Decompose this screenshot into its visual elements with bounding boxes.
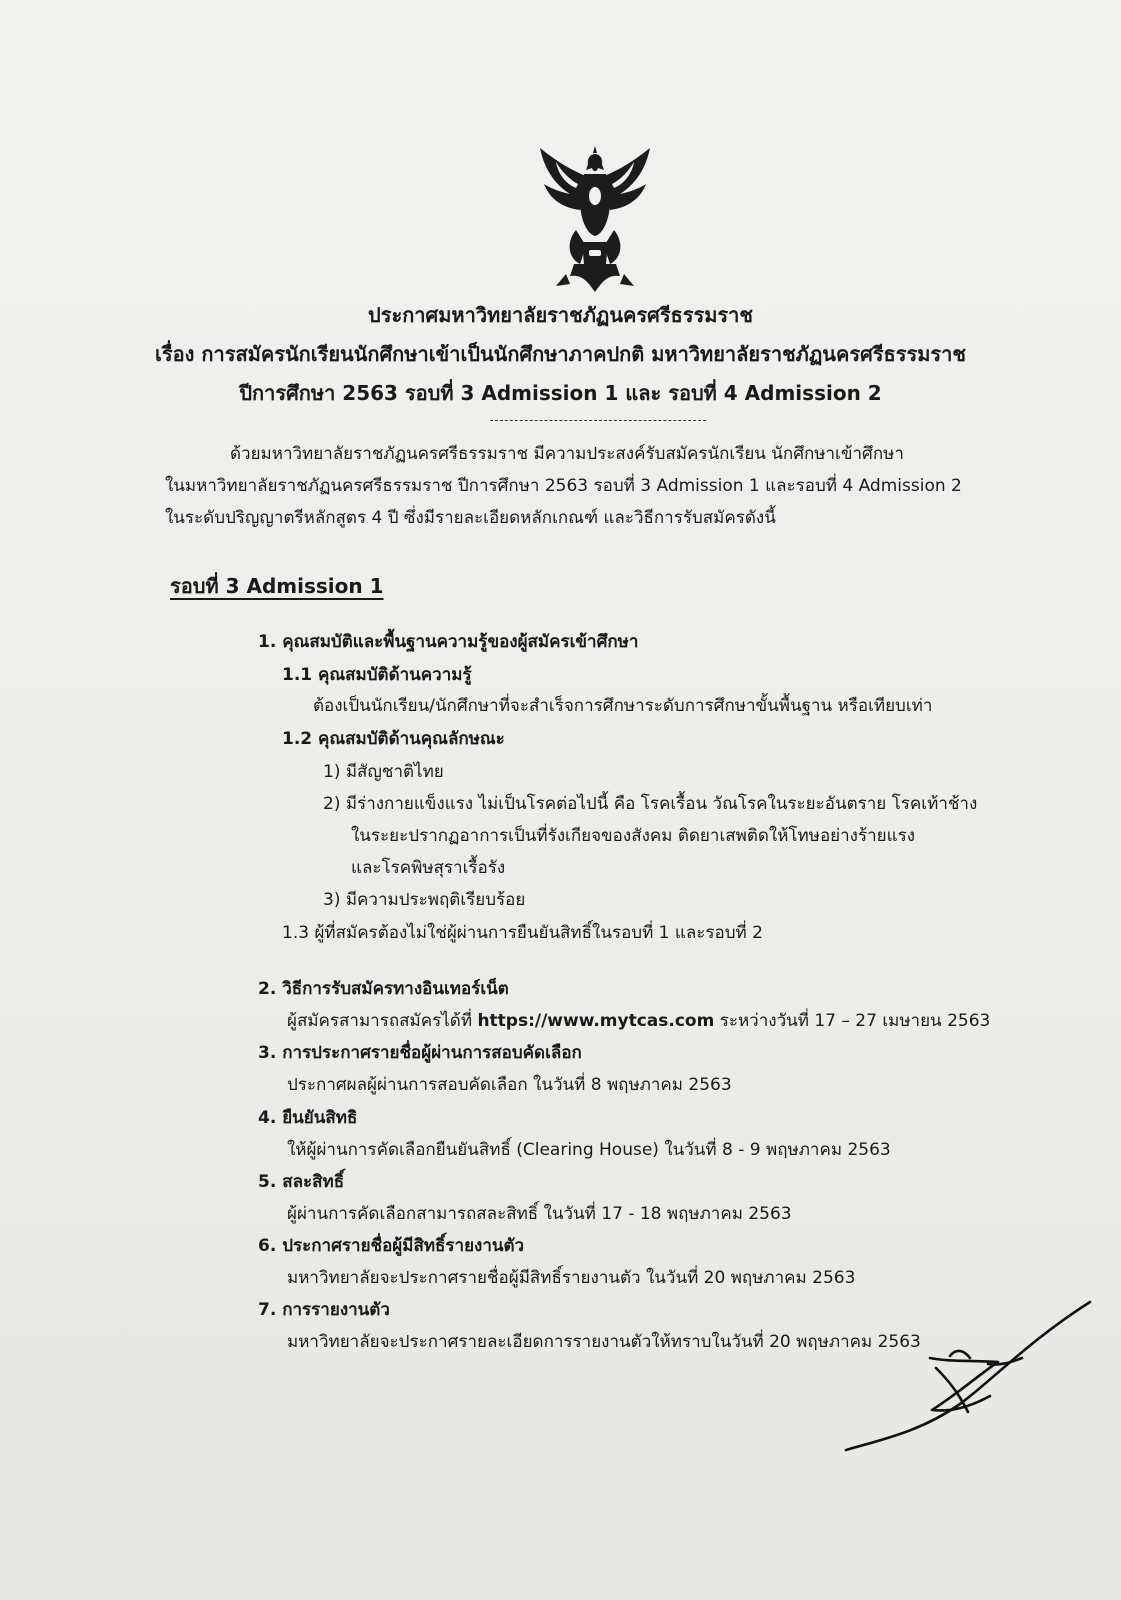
list-item: 2) มีร่างกายแข็งแรง ไม่เป็นโรคต่อไปนี้ คือ โรคเรื้อน วัณโรคในระยะอันตราย โรคเท้าช้าง bbox=[323, 794, 978, 814]
section5-text: ผู้ผ่านการคัดเลือกสามารถสละสิทธิ์ ในวันที่ 17 - 18 พฤษภาคม 2563 bbox=[287, 1204, 792, 1224]
handwritten-signature-icon bbox=[840, 1300, 1100, 1460]
document-title: ประกาศมหาวิทยาลัยราชภัฏนครศรีธรรมราช bbox=[368, 303, 753, 327]
round3-heading: รอบที่ 3 Admission 1 bbox=[170, 574, 384, 598]
document-subject: เรื่อง การสมัครนักเรียนนักศึกษาเข้าเป็นนักศึกษาภาคปกติ มหาวิทยาลัยราชภัฏนครศรีธรรมราช bbox=[155, 342, 966, 366]
section7-title: 7. การรายงานตัว bbox=[258, 1300, 390, 1320]
intro-line: ในระดับปริญญาตรีหลักสูตร 4 ปี ซึ่งมีรายละเอียดหลักเกณฑ์ และวิธีการรับสมัครดังนี้ bbox=[165, 508, 776, 528]
section1-2-title: 1.2 คุณสมบัติด้านคุณลักษณะ bbox=[282, 729, 505, 749]
section3-text: ประกาศผลผู้ผ่านการสอบคัดเลือก ในวันที่ 8 พฤษภาคม 2563 bbox=[287, 1075, 732, 1095]
section2-title: 2. วิธีการรับสมัครทางอินเทอร์เน็ต bbox=[258, 979, 509, 999]
section2-text bbox=[287, 1009, 990, 1033]
intro-line: ด้วยมหาวิทยาลัยราชภัฏนครศรีธรรมราช มีความประสงค์รับสมัครนักเรียน นักศึกษาเข้าศึกษา bbox=[230, 444, 904, 464]
section1-3-text: 1.3 ผู้ที่สมัครต้องไม่ใช่ผู้ผ่านการยืนยันสิทธิ์ในรอบที่ 1 และรอบที่ 2 bbox=[282, 923, 763, 943]
intro-paragraph bbox=[165, 440, 1025, 532]
section4-text: ให้ผู้ผ่านการคัดเลือกยืนยันสิทธิ์ (Clearing House) ในวันที่ 8 - 9 พฤษภาคม 2563 bbox=[287, 1140, 891, 1160]
section7-text: มหาวิทยาลัยจะประกาศรายละเอียดการรายงานตัวให้ทราบในวันที่ 20 พฤษภาคม 2563 bbox=[287, 1332, 921, 1352]
section3-title: 3. การประกาศรายชื่อผู้ผ่านการสอบคัดเลือก bbox=[258, 1043, 582, 1063]
section1-1-title: 1.1 คุณสมบัติด้านความรู้ bbox=[282, 665, 472, 685]
section4-title: 4. ยืนยันสิทธิ bbox=[258, 1108, 358, 1128]
list-item: 1) มีสัญชาติไทย bbox=[323, 762, 444, 782]
section1-title: 1. คุณสมบัติและพื้นฐานความรู้ของผู้สมัครเข้าศึกษา bbox=[258, 632, 639, 652]
section1-1-text: ต้องเป็นนักเรียน/นักศึกษาที่จะสำเร็จการศึกษาระดับการศึกษาขั้นพื้นฐาน หรือเทียบเท่า bbox=[313, 696, 933, 716]
section2-text-pre: ผู้สมัครสามารถสมัครได้ที่ bbox=[287, 1011, 478, 1031]
section5-title: 5. สละสิทธิ์ bbox=[258, 1172, 345, 1192]
intro-line: ในมหาวิทยาลัยราชภัฏนครศรีธรรมราช ปีการศึกษา 2563 รอบที่ 3 Admission 1 และรอบที่ 4 Admission 2 bbox=[165, 476, 962, 496]
list-item-continued: และโรคพิษสุราเรื้อรัง bbox=[351, 858, 506, 878]
document-subject-year: ปีการศึกษา 2563 รอบที่ 3 Admission 1 และ รอบที่ 4 Admission 2 bbox=[239, 381, 882, 405]
section6-text: มหาวิทยาลัยจะประกาศรายชื่อผู้มีสิทธิ์รายงานตัว ในวันที่ 20 พฤษภาคม 2563 bbox=[287, 1268, 856, 1288]
title-divider bbox=[490, 420, 706, 423]
garuda-emblem-icon bbox=[536, 146, 654, 296]
list-item-continued: ในระยะปรากฏอาการเป็นที่รังเกียจของสังคม ติดยาเสพติดให้โทษอย่างร้ายแรง bbox=[351, 826, 916, 846]
section2-text-post: ระหว่างวันที่ 17 – 27 เมษายน 2563 bbox=[714, 1011, 991, 1031]
mytcas-link[interactable]: https://www.mytcas.com bbox=[477, 1011, 715, 1031]
list-item: 3) มีความประพฤติเรียบร้อย bbox=[323, 890, 526, 910]
section6-title: 6. ประกาศรายชื่อผู้มีสิทธิ์รายงานตัว bbox=[258, 1236, 525, 1256]
